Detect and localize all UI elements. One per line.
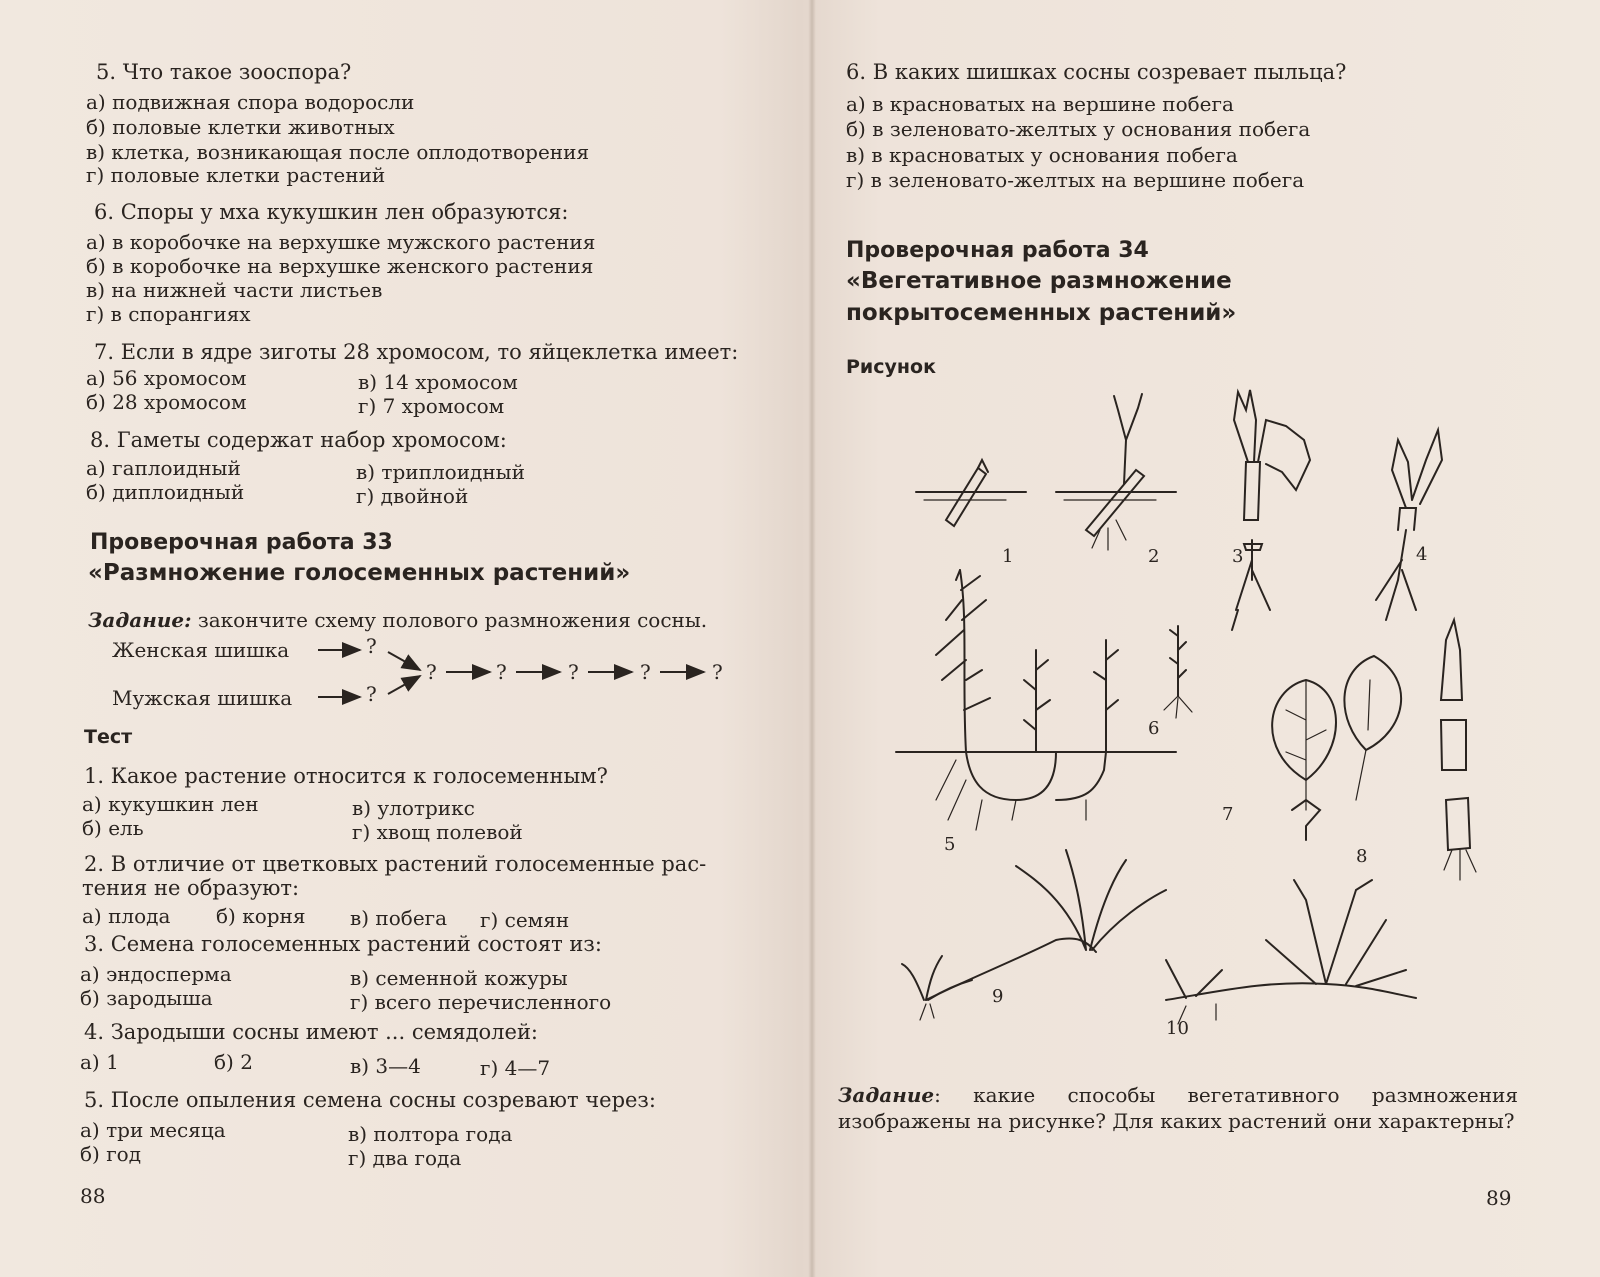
answer-option: б) в коробочке на верхушке женского растения: [86, 254, 594, 278]
scheme-male-cone: Мужская шишка: [112, 686, 293, 710]
answer-option: в) в красноватых у основания побега: [846, 143, 1238, 167]
test-question-4: 4. Зародыши сосны имеют ... семядолей:: [84, 1020, 539, 1044]
work-34-subtitle-cont: покрытосеменных растений»: [846, 300, 1237, 326]
vegetative-propagation-figure: [886, 380, 1526, 1060]
figure-9-runners: [902, 850, 1166, 1020]
answer-option: в) семенной кожуры: [350, 966, 568, 990]
answer-option: г) двойной: [356, 484, 469, 508]
figure-number: 8: [1356, 846, 1368, 867]
answer-option: а) подвижная спора водоросли: [86, 90, 415, 114]
figure-4-root-sprout: [1376, 430, 1442, 620]
question-8: 8. Гаметы содержат набор хромосом:: [90, 428, 507, 452]
scheme-question-mark: ?: [712, 660, 723, 684]
scheme-question-mark: ?: [366, 634, 377, 658]
test-question-2: 2. В отличие от цветковых растений голосеменные рас-: [84, 852, 707, 876]
page-number: 89: [1486, 1186, 1512, 1210]
answer-option: б) диплоидный: [86, 480, 245, 504]
figure-label: Рисунок: [846, 356, 936, 378]
figure-number: 1: [1002, 546, 1014, 567]
figure-2-rooted-cutting: [1056, 394, 1176, 550]
answer-option: а) гаплоидный: [86, 456, 241, 480]
answer-option: в) триплоидный: [356, 460, 525, 484]
answer-option: г) в зеленовато-желтых на вершине побега: [846, 168, 1305, 192]
figure-1-cutting: [916, 460, 1026, 526]
figure-number: 9: [992, 986, 1004, 1007]
task-label: Задание: [838, 1083, 935, 1107]
figure-6-rooted-shoot: [1164, 626, 1192, 718]
figure-number: 3: [1232, 546, 1244, 567]
scheme-question-mark: ?: [640, 660, 651, 684]
figure-number: 2: [1148, 546, 1160, 567]
answer-option: а) эндосперма: [80, 962, 232, 986]
work-34-title: Проверочная работа 34: [846, 238, 1149, 263]
figure-8-blade-cuttings: [1441, 620, 1476, 880]
answer-option: в) улотрикс: [352, 796, 475, 820]
question-5: 5. Что такое зооспора?: [96, 60, 352, 84]
answer-option: а) плода: [82, 904, 171, 928]
answer-option: а) 56 хромосом: [86, 366, 247, 390]
answer-option: б) половые клетки животных: [86, 115, 395, 139]
figure-number: 7: [1222, 804, 1234, 825]
answer-option: б) год: [80, 1142, 142, 1166]
answer-option: а) три месяца: [80, 1118, 226, 1142]
task-text: закончите схему полового размножения сосны.: [191, 608, 708, 632]
figure-10-rhizome: [1166, 880, 1416, 1024]
answer-option: б) 28 хромосом: [86, 390, 247, 414]
scheme-arrow: [388, 676, 420, 694]
question-6: 6. Споры у мха кукушкин лен образуются:: [94, 200, 569, 224]
task-text: : какие способы вегетативного размножения изображены на рисунке? Для каких растений они характерны?: [838, 1083, 1518, 1133]
answer-option: а) в коробочке на верхушке мужского растения: [86, 230, 596, 254]
answer-option: г) половые клетки растений: [86, 163, 386, 187]
answer-option: в) 3—4: [350, 1054, 421, 1078]
figure-7-leaf-cuttings: [1272, 656, 1401, 840]
work-34-subtitle: «Вегетативное размножение: [846, 268, 1232, 294]
answer-option: б) корня: [216, 904, 306, 928]
test-heading: Тест: [84, 726, 133, 748]
scheme-question-mark: ?: [426, 660, 437, 684]
test-question-3: 3. Семена голосеменных растений состоят из:: [84, 932, 602, 956]
answer-option: б) 2: [214, 1050, 253, 1074]
right-page: [816, 0, 1600, 1277]
scheme-arrow: [388, 652, 420, 670]
answer-option: г) хвощ полевой: [352, 820, 523, 844]
answer-option: г) 7 хромосом: [358, 394, 505, 418]
answer-option: б) в зеленовато-желтых у основания побега: [846, 117, 1311, 141]
work-34-task: [838, 1082, 1518, 1134]
scheme-question-mark: ?: [496, 660, 507, 684]
figure-number: 10: [1166, 1018, 1189, 1039]
test-question-1: 1. Какое растение относится к голосеменным?: [84, 764, 608, 788]
answer-option: в) 14 хромосом: [358, 370, 518, 394]
task-label: Задание:: [88, 608, 192, 632]
scheme-question-mark: ?: [366, 682, 377, 706]
answer-option: б) зародыша: [80, 986, 213, 1010]
scheme-female-cone: Женская шишка: [112, 638, 290, 662]
question-6: 6. В каких шишках сосны созревает пыльца?: [846, 60, 1347, 84]
page-number: 88: [80, 1184, 106, 1208]
answer-option: б) ель: [82, 816, 144, 840]
question-7: 7. Если в ядре зиготы 28 хромосом, то яйцеклетка имеет:: [94, 340, 739, 364]
answer-option: а) в красноватых на вершине побега: [846, 92, 1234, 116]
answer-option: г) два года: [348, 1146, 462, 1170]
work-33-title: Проверочная работа 33: [90, 530, 393, 555]
answer-option: г) семян: [480, 908, 570, 932]
figure-number: 4: [1416, 544, 1428, 565]
answer-option: в) полтора года: [348, 1122, 513, 1146]
answer-option: а) кукушкин лен: [82, 792, 259, 816]
answer-option: г) 4—7: [480, 1056, 551, 1080]
answer-option: в) побега: [350, 906, 448, 930]
answer-option: в) клетка, возникающая после оплодотворения: [86, 140, 590, 164]
answer-option: г) в спорангиях: [86, 302, 251, 326]
figure-number: 6: [1148, 718, 1160, 739]
figure-5-layering: [896, 570, 1176, 830]
work-33-subtitle: «Размножение голосеменных растений»: [88, 560, 631, 586]
scheme-question-mark: ?: [568, 660, 579, 684]
book-gutter: [808, 0, 816, 1277]
answer-option: г) всего перечисленного: [350, 990, 612, 1014]
figure-number: 5: [944, 834, 956, 855]
answer-option: в) на нижней части листьев: [86, 278, 383, 302]
figure-3-root-with-shoot: [1232, 390, 1310, 630]
answer-option: а) 1: [80, 1050, 119, 1074]
test-question-5: 5. После опыления семена сосны созревают через:: [84, 1088, 656, 1112]
test-question-2-cont: тения не образуют:: [82, 876, 300, 900]
